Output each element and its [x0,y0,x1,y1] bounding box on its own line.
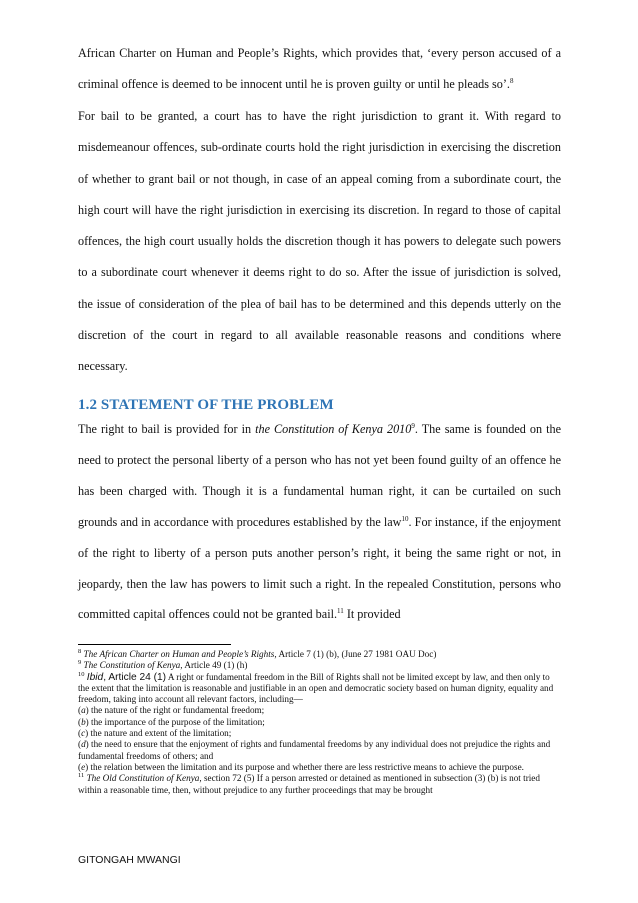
paragraph-1 [78,38,561,100]
paragraph-3-part-4: It provided [343,607,401,622]
footnote-separator [78,644,231,645]
item-a-text: the nature of the right or fundamental freedom; [88,705,265,716]
paragraph-3 [78,414,561,630]
footnotes [78,649,561,796]
footnote-10-ibid [87,672,166,683]
footnote-9-text: Article 49 (1) (h) [182,660,248,671]
item-b-letter: b [81,716,86,727]
footnote-ref-10[interactable]: 10 [401,514,409,523]
footnote-9-number: 9 [78,659,82,667]
footnote-8-title: The African Charter on Human and People’s Rights [83,649,275,659]
paragraph-3-part-1: The right to bail is provided for in [78,422,256,436]
footnote-10 [78,672,561,706]
footnote-10-ibid-word: Ibid [86,671,104,683]
footnote-10-number: 10 [78,670,85,678]
footnote-8-number: 8 [78,647,82,655]
paragraph-3-part-2: . The same is founded on the need to protect the personal liberty of a person who has not yet been found guilty of an offence he has been charged with. Though it is a fundamental human right, it can be curtailed on such grounds and in accordance with procedures established by the law [78,422,561,529]
paragraph-2-text: For bail to be granted, a court has to have the right jurisdiction to grant it. With regard to misdemeanour offences, sub-ordinate courts hold the right jurisdiction in exercising the discretion of whether to grant bail or not though, in case of an appeal coming from a subordinate court, the high court will have the right jurisdiction in exercising its discretion. In regard to those of capital offences, the high court usually holds the discretion though it has powers to delegate such powers to a subordinate court whenever it deems right to do so. After the issue of jurisdiction is solved, the issue of consideration of the plea of bail has to be determined and this depends utterly on the discretion of the court in regard to all available reasonable reasons and conditions where necessary. [78,109,561,374]
footnote-ref-8[interactable]: 8 [509,76,514,85]
footnote-11-number: 11 [78,772,85,780]
paragraph-1-text: African Charter on Human and People’s Rights, which provides that, ‘every person accused of a criminal offence is deemed to be innocent until he is proven guilty or until he pleads so’. [78,46,561,91]
item-a-letter: a [81,705,86,716]
item-d-text: the need to ensure that the enjoyment of rights and fundamental freedoms by any individual does not prejudice the rights and fundamental freedoms of others; and [78,739,551,761]
footnote-10-item-c: (c) the nature and extent of the limitation; [78,728,232,739]
paragraph-2 [78,101,561,383]
footnote-8 [78,649,561,660]
footnote-9-title: The Constitution of Kenya, [83,660,183,671]
section-heading: 1.2 STATEMENT OF THE PROBLEM [78,397,334,413]
footnote-9 [78,660,561,671]
footnote-11-title: The Old Constitution of Kenya, [86,773,202,784]
footnote-10-text: A right or fundamental freedom in the Bill of Rights shall not be limited except by law, and then only to the extent that the limitation is reasonable and justifiable in an open and democratic society based on human dignity, equality and freedom, taking into account all relevant factors, including— [78,671,554,705]
footnote-10-article: , Article 24 (1) [103,671,167,683]
footnote-11 [78,773,561,796]
page-footer-author: GITONGAH MWANGI [78,854,181,866]
item-e-text: the relation between the limitation and its purpose and whether there are less restrictive means to achieve the purpose. [88,761,524,772]
footnote-10-item-e: (e) the relation between the limitation and its purpose and whether there are less restrictive means to achieve the purpose. [78,761,524,772]
item-c-letter: c [81,728,86,739]
paragraph-3-part-3: . For instance, if the enjoyment of the right to liberty of a person puts another person’s right, it being the same right or not, in jeopardy, then the law has powers to limit such a right. In the repealed Constitution, persons who committed capital offences could not be granted bail. [78,514,561,622]
item-c-text: the nature and extent of the limitation; [88,728,232,739]
footnote-8-text: , Article 7 (1) (b), (June 27 1981 OAU Doc) [274,649,437,659]
footnote-10-item-a: (a) the nature of the right or fundamental freedom; [78,705,265,716]
paragraph-3-italic-title: the Constitution of Kenya 2010 [255,422,412,436]
item-d-letter: d [81,739,86,750]
item-e-letter: e [81,761,86,772]
item-b-text: the importance of the purpose of the limitation; [88,716,265,727]
footnote-10-item-b: (b) the importance of the purpose of the limitation; [78,716,265,727]
footnote-10-item-d: (d) the need to ensure that the enjoyment of rights and fundamental freedoms by any individual does not prejudice the rights and fundamental freedoms of others; and [78,739,551,761]
footnote-11-text: section 72 (5) If a person arrested or detained as mentioned in subsection (3) (b) is not tried within a reasonable time, then, without prejudice to any further proceedings that may be brought [78,773,540,795]
footnote-ref-9[interactable]: 9 [411,421,415,430]
footnote-ref-11[interactable]: 11 [337,607,344,616]
